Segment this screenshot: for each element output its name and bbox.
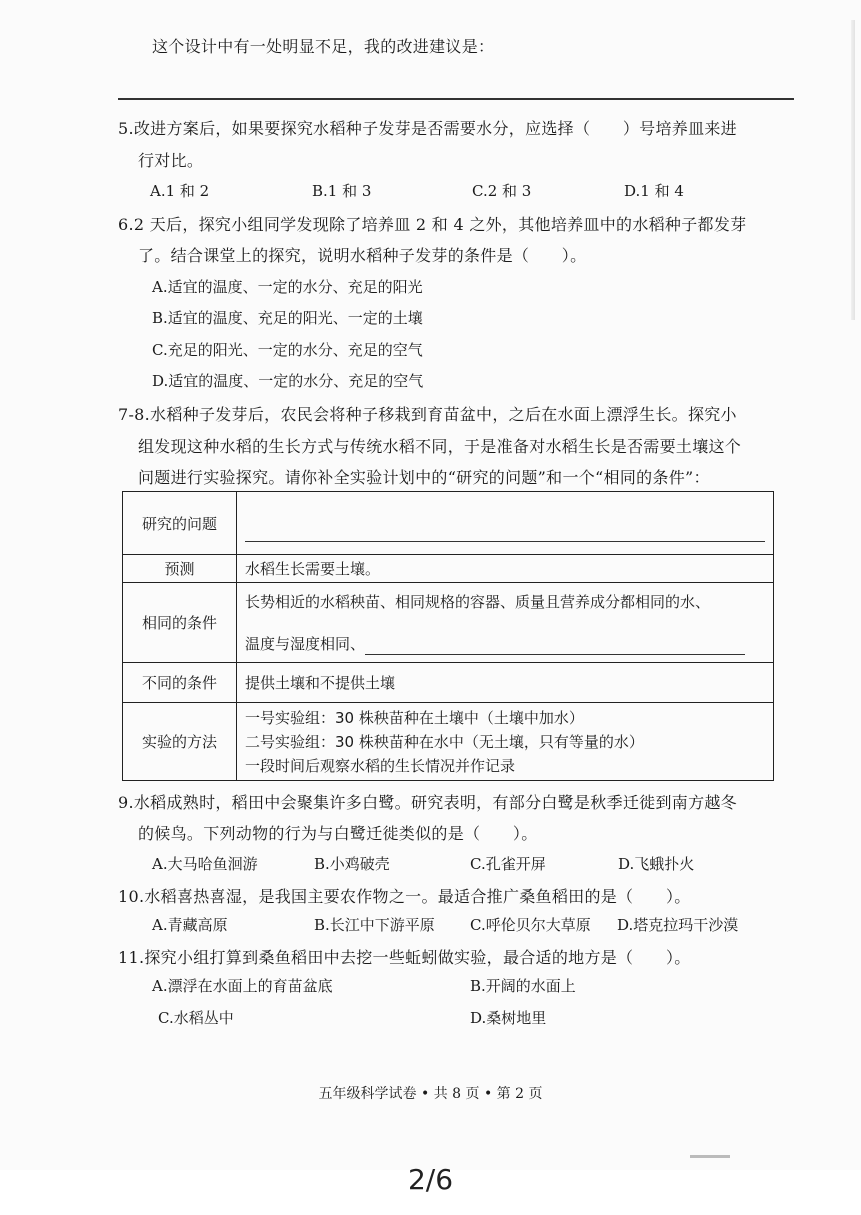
q10-option-b[interactable]: B.长江中下游平原 [314, 916, 435, 934]
q6-option-d[interactable]: D.适宜的温度、一定的水分、充足的空气 [152, 372, 424, 390]
q6-option-c[interactable]: C.充足的阳光、一定的水分、充足的空气 [152, 341, 423, 359]
page-footer: 五年级科学试卷 • 共 8 页 • 第 2 页 [318, 1086, 543, 1102]
suggestion-prompt: 这个设计中有一处明显不足，我的改进建议是： [152, 37, 495, 56]
method-line1: 一号实验组：30 株秧苗种在土壤中（土壤中加水） [245, 708, 584, 727]
different-conditions-label: 不同的条件 [123, 663, 237, 703]
page-indicator: 2/6 [407, 1163, 454, 1196]
experiment-plan-table [122, 491, 774, 781]
method-line2: 二号实验组：30 株秧苗种在水中（无土壤，只有等量的水） [245, 732, 644, 751]
q11-option-b[interactable]: B.开阔的水面上 [470, 977, 576, 995]
research-question-blank[interactable] [245, 505, 765, 542]
q78-stem-line1: 7-8.水稻种子发芽后，农民会将种子移栽到育苗盆中，之后在水面上漂浮生长。探究小 [118, 405, 737, 424]
q10-option-c[interactable]: C.呼伦贝尔大草原 [470, 916, 591, 934]
q11-option-c[interactable]: C.水稻丛中 [158, 1009, 234, 1027]
table-row-prediction [123, 555, 774, 583]
prediction-value: 水稻生长需要土壤。 [237, 555, 774, 583]
q5-stem-line1: 5.改进方案后，如果要探究水稻种子发芽是否需要水分，应选择（ ）号培养皿来进 [118, 119, 737, 138]
same-conditions-line2: 温度与湿度相同、 [245, 634, 366, 653]
q6-option-a[interactable]: A.适宜的温度、一定的水分、充足的阳光 [152, 278, 423, 296]
same-conditions-line1: 长势相近的水稻秧苗、相同规格的容器、质量且营养成分都相同的水、 [245, 592, 711, 611]
research-question-label: 研究的问题 [123, 492, 237, 555]
q6-option-b[interactable]: B.适宜的温度、充足的阳光、一定的土壤 [152, 309, 423, 327]
q9-option-d[interactable]: D.飞蛾扑火 [618, 855, 695, 873]
same-conditions-blank[interactable] [365, 636, 745, 655]
q10-option-d[interactable]: D.塔克拉玛干沙漠 [617, 916, 739, 934]
q11-option-a[interactable]: A.漂浮在水面上的育苗盆底 [152, 977, 333, 995]
q10-stem: 10.水稻喜热喜湿，是我国主要农作物之一。最适合推广桑鱼稻田的是（ ）。 [118, 887, 691, 906]
different-conditions-value: 提供土壤和不提供土壤 [237, 663, 774, 703]
table-row-research [123, 492, 774, 555]
q78-stem-line2: 组发现这种水稻的生长方式与传统水稻不同，于是准备对水稻生长是否需要土壤这个 [138, 437, 742, 456]
q5-option-d[interactable]: D.1 和 4 [624, 182, 684, 200]
method-label: 实验的方法 [123, 703, 237, 781]
q9-option-a[interactable]: A.大马哈鱼洄游 [152, 855, 258, 873]
suggestion-answer-line[interactable] [118, 98, 794, 100]
method-line3: 一段时间后观察水稻的生长情况并作记录 [245, 756, 516, 775]
q10-option-a[interactable]: A.青藏高原 [152, 916, 228, 934]
q9-stem-line2: 的候鸟。下列动物的行为与白鹭迁徙类似的是（ ）。 [138, 824, 538, 843]
same-conditions-label: 相同的条件 [123, 583, 237, 663]
q5-stem-line2: 行对比。 [138, 151, 204, 170]
prediction-label: 预测 [123, 555, 237, 583]
q5-option-c[interactable]: C.2 和 3 [472, 182, 532, 200]
table-row-different-conditions [123, 663, 774, 703]
research-question-cell [237, 492, 774, 555]
table-row-method [123, 703, 774, 781]
q11-option-d[interactable]: D.桑树地里 [470, 1009, 547, 1027]
table-row-same-conditions [123, 583, 774, 663]
scan-edge-shadow [851, 20, 855, 320]
q6-stem-line2: 了。结合课堂上的探究，说明水稻种子发芽的条件是（ ）。 [138, 246, 587, 265]
q11-stem: 11.探究小组打算到桑鱼稻田中去挖一些蚯蚓做实验，最合适的地方是（ ）。 [118, 948, 691, 967]
q9-stem-line1: 9.水稻成熟时，稻田中会聚集许多白鹭。研究表明，有部分白鹭是秋季迁徙到南方越冬 [118, 793, 737, 812]
scan-artifact [690, 1155, 730, 1158]
q6-stem-line1: 6.2 天后，探究小组同学发现除了培养皿 2 和 4 之外，其他培养皿中的水稻种子都发芽 [118, 215, 747, 234]
q5-option-a[interactable]: A.1 和 2 [150, 182, 210, 200]
q9-option-b[interactable]: B.小鸡破壳 [314, 855, 390, 873]
q9-option-c[interactable]: C.孔雀开屏 [470, 855, 546, 873]
method-cell [237, 703, 774, 781]
same-conditions-cell [237, 583, 774, 663]
q5-option-b[interactable]: B.1 和 3 [312, 182, 372, 200]
q78-stem-line3: 问题进行实验探究。请你补全实验计划中的“研究的问题”和一个“相同的条件”： [138, 468, 710, 487]
same-conditions-line2-wrap [245, 633, 765, 655]
